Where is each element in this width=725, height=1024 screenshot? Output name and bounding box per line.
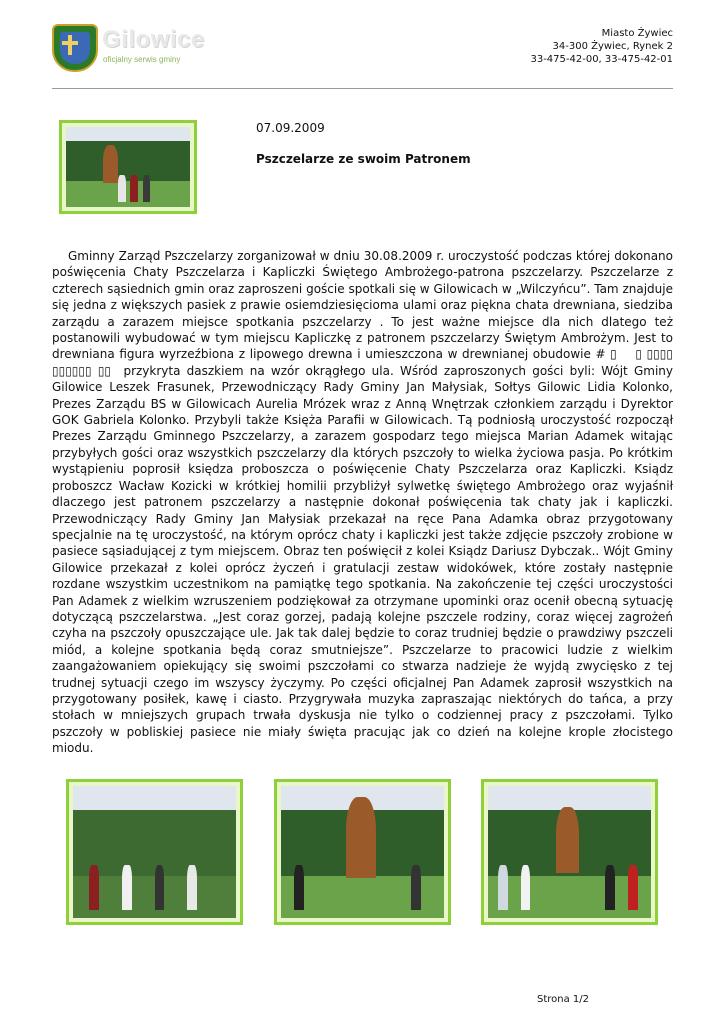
header-divider bbox=[52, 88, 673, 89]
coat-of-arms-icon bbox=[52, 24, 98, 72]
article-body: Gminny Zarząd Pszczelarzy zorganizował w dniu 30.08.2009 r. uroczystość podczas której dokonano poświęcenia Chaty Pszczelarza i Kapliczki Świętego Ambrożego-patrona pszczelarzy. Pszczelarze z czterech sąsiednich gmin oraz zaproszeni goście spotkali się w Gilowicach w „Wilczyńcu”. Tam znajduje się jedna z większych pasiek z prawie osiemdziesięcioma ulami oraz piękna chata drewniana, siedziba zarządu a zarazem miejsce spotkania pszczelarzy . To jest ważne miejsce dla nich dlatego też postanowili wybudować w tym miejscu Kapliczkę z patronem pszczelarzy Świętym Ambrożym. Jest to drewniana figura wyrzeźbiona z lipowego drewna i umieszczona w drewnianej obudowie # ▯ ▯ ▯▯▯▯ ▯▯▯▯▯▯ ▯▯ przykryta daszkiem na wzór okrągłego ula. Wśród zaproszonych gości byli: Wójt Gminy Gilowice Leszek Frasunek, Przewodniczący Rady Gminy Jan Małysiak, Sołtys Gilowic Lidia Kolonko, Prezes Zarządu BS w Gilowicach Aurelia Mrózek wraz z Anną Wnętrzak członkiem zarządu i Dyrektor GOK Gabriela Kolonko. Przybyli także Księża Parafii w Gilowicach. Tą podniosłą uroczystość rozpoczął Prezes Zarządu Gminnego Pszczelarzy, a zarazem gospodarz tego miejsca Marian Adamek witając przybyłych gości oraz wszystkich pszczelarzy dla których pszczoły to wielka życiowa pasja. Po krótkim wystąpieniu poprosił księdza proboszcza o poświęcenie Chaty Pszczelarza oraz Kapliczki. Ksiądz proboszcz Wacław Kozicki w krótkiej homilii przybliżył sylwetkę świętego Ambrożego oraz wyjaśnił dlaczego jest patronem pszczelarzy a następnie dokonał poświęcenia tak chaty jak i kapliczki. Przewodniczący Rady Gminy Jan Małysiak przekazał na ręce Pana Adamka obraz przygotowany specjalnie na tę uroczystość, na którym oprócz chaty i kapliczki jest także zdjęcie pszczoły zrobione w pasiece sąsiadującej z tym miejscem. Obraz ten poświęcił z kolei Ksiądz Dariusz Dybczak.. Wójt Gminy Gilowice przekazał z kolei oprócz życzeń i gratulacji zestaw widokówek, które zostały następnie rozdane wszystkim uczestnikom na pamiątkę tego spotkania. Na zakończenie tej części uroczystości Pan Adamek z wielkim wzruszeniem podziękował za otrzymane upominki oraz ocenił obecną sytuację dotyczącą pszczelarstwa. „Jest coraz gorzej, padają kolejne pszczele rodziny, coraz więcej zagrożeń czyha na pszczoły opuszczające ule. Jak tak dalej będzie to coraz trudniej będzie o prawdziwy pszczeli miód, a kolejne spotkania będą coraz smutniejsze”. Pszczelarze to pracowici ludzie z wielkim zaangażowaniem opiekujący się swoimi pszczołami co stwarza nadzieje że wyjdą zwycięsko z tej trudnej sytuacji czego im wszyscy życzymy. Po części oficjalnej Pan Adamek zaprosił wszystkich na przygotowany posiłek, kawę i ciasto. Przygrywała muzyka zapraszając niektórych do tańca, a przy stołach w mniejszych grupach trwała dyskusja nie tylko o codziennej pracy z pszczołami. Tylko pszczoły w pobliskiej pasiece nie miały święta pracując jak co dzień na kolejne krople złocistego miodu. bbox=[52, 249, 677, 756]
logo-subtitle: oficjalny serwis gminy bbox=[103, 55, 181, 64]
address-city: Miasto Żywiec bbox=[601, 28, 673, 39]
logo-name: Gilowice bbox=[102, 26, 205, 53]
gallery-photo-3[interactable] bbox=[481, 779, 658, 925]
gallery-photo-2[interactable] bbox=[274, 779, 451, 925]
article-date: 07.09.2009 bbox=[256, 121, 325, 135]
page-number: Strona 1/2 bbox=[537, 994, 590, 1005]
article-lead-photo[interactable] bbox=[59, 120, 197, 214]
address-street: 34-300 Żywiec, Rynek 2 bbox=[552, 41, 673, 52]
address-block bbox=[530, 27, 673, 66]
address-phone: 33-475-42-00, 33-475-42-01 bbox=[530, 54, 673, 65]
gallery-photo-1[interactable] bbox=[66, 779, 243, 925]
gilowice-logo[interactable] bbox=[52, 24, 205, 76]
article-title: Pszczelarze ze swoim Patronem bbox=[256, 152, 471, 166]
page-header bbox=[0, 0, 725, 90]
